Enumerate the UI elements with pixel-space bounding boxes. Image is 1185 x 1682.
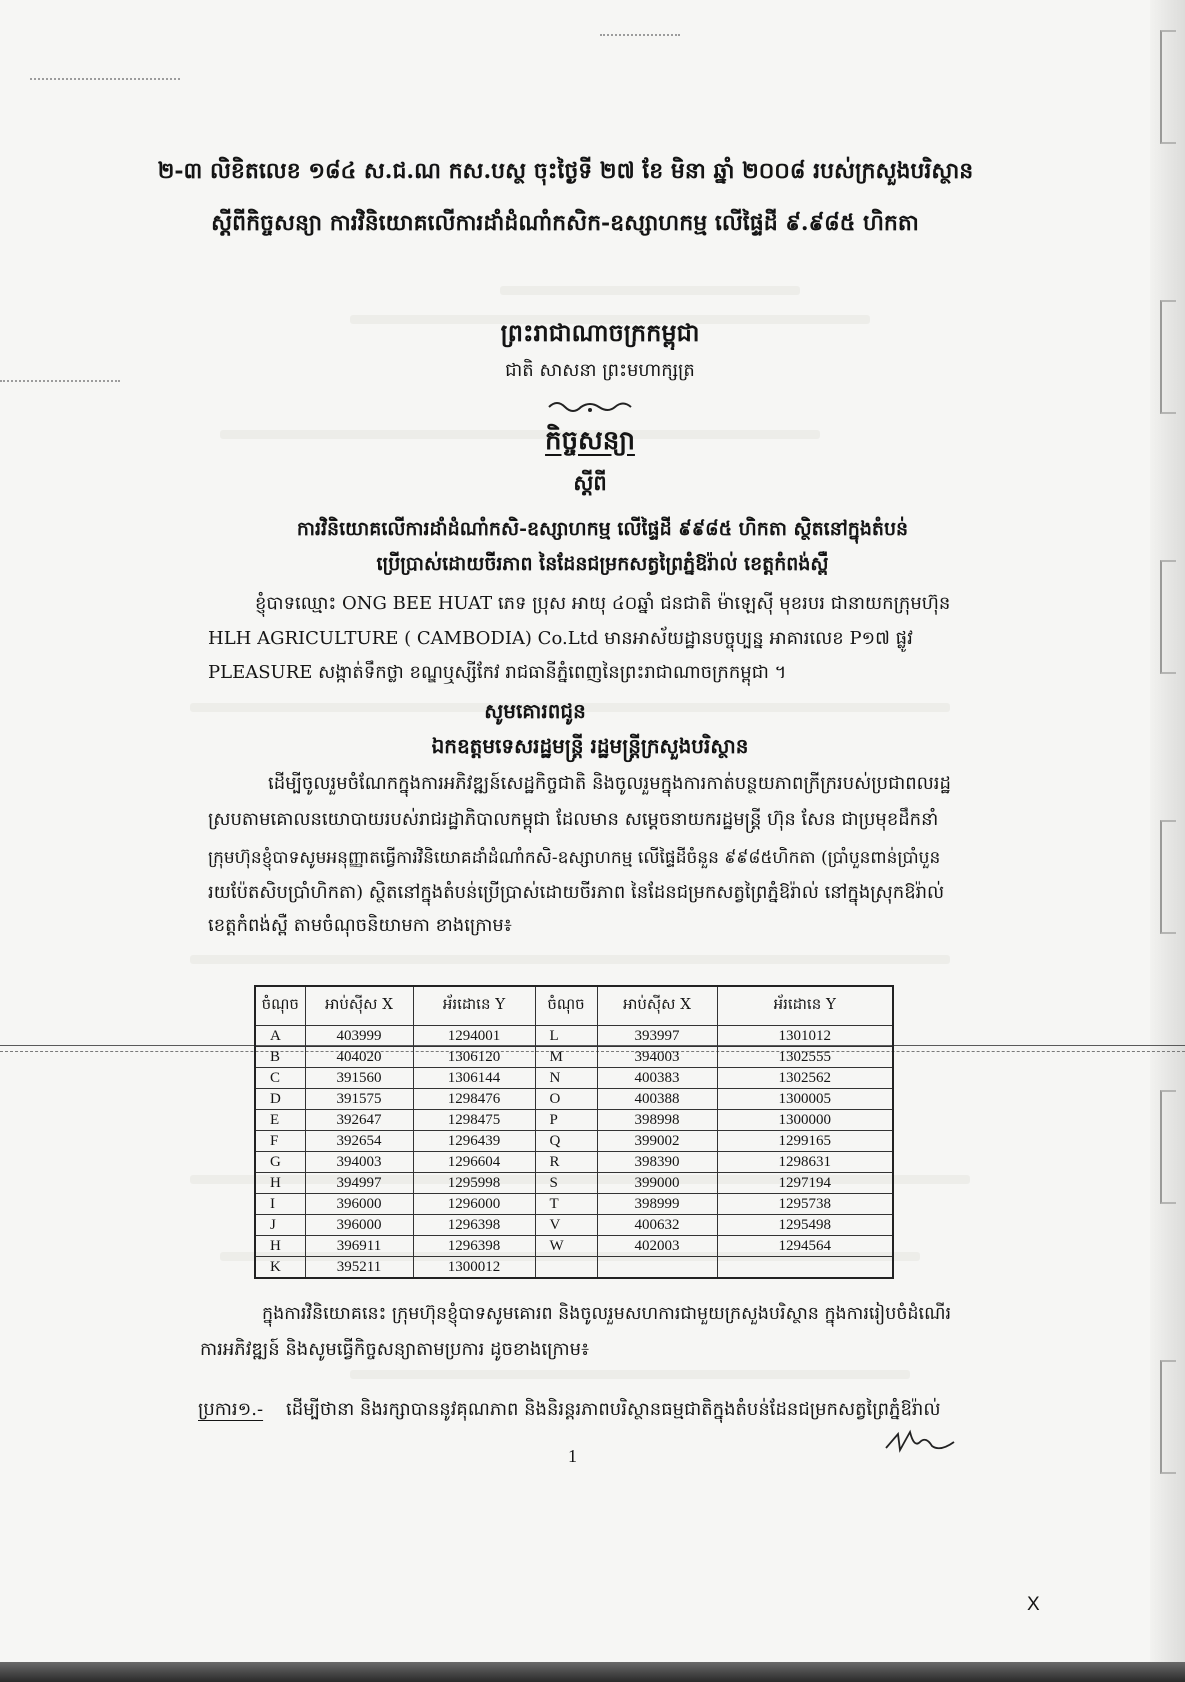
table-row [255, 1257, 893, 1279]
scanner-edge-mark [1160, 560, 1176, 674]
table-header-y: អ័រដោនេ Y [717, 986, 893, 1026]
table-cell-point: N [535, 1068, 597, 1089]
table-cell-coordinate: 398390 [597, 1152, 717, 1173]
table-cell-coordinate: 1301012 [717, 1026, 893, 1047]
table-cell-coordinate: 1300012 [413, 1257, 535, 1279]
table-cell-coordinate: 391560 [305, 1068, 413, 1089]
table-cell-coordinate: 404020 [305, 1047, 413, 1068]
table-cell-coordinate: 403999 [305, 1026, 413, 1047]
table-row [255, 1152, 893, 1173]
table-cell-coordinate: 399000 [597, 1173, 717, 1194]
table-cell-point: O [535, 1089, 597, 1110]
coordinates-table [254, 985, 894, 1279]
table-header-point: ចំណុច [255, 986, 305, 1026]
table-cell-point: H [255, 1236, 305, 1257]
table-row [255, 1047, 893, 1068]
table-cell-point: W [535, 1236, 597, 1257]
scan-speck-line [30, 78, 180, 80]
table-cell-point: D [255, 1089, 305, 1110]
scanner-edge-mark [1160, 30, 1176, 144]
table-cell-coordinate: 1296439 [413, 1131, 535, 1152]
table-cell-point: S [535, 1173, 597, 1194]
table-cell-point: K [255, 1257, 305, 1279]
subject-line: ស្តីពីកិច្ចសន្យា ការវិនិយោគលើការដាំដំណាំកសិក-ឧស្សាហកម្ម លើផ្ទៃដី ៩.៩៨៥ ហិកតា [211, 210, 919, 236]
table-cell-coordinate: 1306120 [413, 1047, 535, 1068]
table-cell-point: V [535, 1215, 597, 1236]
body-line: ស្របតាមគោលនយោបាយរបស់រាជរដ្ឋាភិបាលកម្ពុជា ដែលមាន សម្តេចនាយករដ្ឋមន្ត្រី ហ៊ុន សែន ជាប្រមុខដឹកនាំ [208, 809, 939, 830]
table-cell-coordinate: 1302562 [717, 1068, 893, 1089]
body-line: ក្រុមហ៊ុនខ្ញុំបាទសូមអនុញ្ញាតធ្វើការវិនិយោគដាំដំណាំកសិ-ឧស្សាហកម្ម លើផ្ទៃដីចំនួន ៩៩៨៥ហិកតា (ប្រាំបួនពាន់ប្រាំបួន [208, 848, 941, 868]
scanner-edge-mark [1160, 820, 1176, 934]
table-cell-coordinate: 396911 [305, 1236, 413, 1257]
salutation-greeting: សូមគោរពជូន [484, 699, 586, 723]
table-cell-coordinate: 394997 [305, 1173, 413, 1194]
table-header-y: អ័រដោនេ Y [413, 986, 535, 1026]
scanner-edge-mark [1160, 1360, 1176, 1474]
table-cell-coordinate: 402003 [597, 1236, 717, 1257]
table-cell-point: F [255, 1131, 305, 1152]
table-cell-coordinate: 1296604 [413, 1152, 535, 1173]
contract-about-label: ស្តីពី [573, 470, 607, 495]
table-cell-point: E [255, 1110, 305, 1131]
table-cell-coordinate: 1300005 [717, 1089, 893, 1110]
bleed-through-line [190, 955, 950, 964]
table-cell-coordinate: 1296000 [413, 1194, 535, 1215]
table-header-x: អាប់ស៊ីស X [305, 986, 413, 1026]
table-cell-coordinate: 400632 [597, 1215, 717, 1236]
table-cell-coordinate: 396000 [305, 1194, 413, 1215]
table-cell-point: T [535, 1194, 597, 1215]
contract-title: កិច្ចសន្យា [545, 426, 635, 456]
table-cell-coordinate: 395211 [305, 1257, 413, 1279]
corner-mark: X [1027, 1594, 1040, 1615]
table-cell-coordinate: 398998 [597, 1110, 717, 1131]
table-cell-point: A [255, 1026, 305, 1047]
table-cell-point: R [535, 1152, 597, 1173]
scanner-bottom-edge [0, 1662, 1185, 1682]
table-cell-coordinate: 399002 [597, 1131, 717, 1152]
table-cell-coordinate: 392654 [305, 1131, 413, 1152]
table-cell-point [535, 1257, 597, 1279]
table-cell-coordinate: 394003 [597, 1047, 717, 1068]
kingdom-heading: ព្រះរាជាណាចក្រកម្ពុជា [500, 318, 700, 347]
table-cell-coordinate: 396000 [305, 1215, 413, 1236]
table-header-point: ចំណុច [535, 986, 597, 1026]
intro-line: HLH AGRICULTURE ( CAMBODIA) Co.Ltd មានអាស័យដ្ឋានបច្ចុប្បន្ន អាគារលេខ P១៧ ផ្លូវ [208, 628, 913, 649]
table-cell-coordinate: 1298631 [717, 1152, 893, 1173]
table-cell-coordinate: 394003 [305, 1152, 413, 1173]
contract-subject-line: ការវិនិយោគលើការដាំដំណាំកសិ-ឧស្សាហកម្ម លើផ្ទៃដី ៩៩៨៥ ហិកតា ស្ថិតនៅក្នុងតំបន់ [296, 518, 909, 540]
ornament-divider-icon [545, 397, 635, 415]
table-row [255, 1089, 893, 1110]
table-row [255, 1236, 893, 1257]
table-row [255, 1026, 893, 1047]
national-motto: ជាតិ សាសនា ព្រះមហាក្សត្រ [505, 360, 695, 381]
table-cell-point: Q [535, 1131, 597, 1152]
table-cell-point: B [255, 1047, 305, 1068]
article-1-text: ដើម្បីថានា និងរក្សាបាននូវគុណភាព និងនិរន្តរភាពបរិស្ថានធម្មជាតិក្នុងតំបន់ដែនជម្រកសត្វព្រៃភ្នំឱរ៉ាល់ [286, 1399, 941, 1420]
table-row [255, 1215, 893, 1236]
bleed-through-line [350, 1370, 910, 1379]
closing-line: ការអភិវឌ្ឍន៍ និងសូមធ្វើកិច្ចសន្យាតាមប្រការ ដូចខាងក្រោម៖ [200, 1339, 590, 1360]
body-line: ខេត្តកំពង់ស្ពឺ តាមចំណុចនិយាមកា ខាងក្រោម៖ [208, 915, 512, 936]
table-cell-coordinate: 393997 [597, 1026, 717, 1047]
closing-line: ក្នុងការវិនិយោគនេះ ក្រុមហ៊ុនខ្ញុំបាទសូមគោរព និងចូលរួមសហការជាមួយក្រសួងបរិស្ថាន ក្នុងការរៀបចំដំណើរ [262, 1304, 952, 1324]
table-cell-coordinate: 1298475 [413, 1110, 535, 1131]
table-header-row [255, 986, 893, 1026]
table-cell-coordinate [597, 1257, 717, 1279]
table-cell-coordinate: 400388 [597, 1089, 717, 1110]
scan-speck-line [0, 380, 120, 382]
page-number: 1 [568, 1446, 577, 1466]
table-cell-coordinate: 1297194 [717, 1173, 893, 1194]
bleed-through-line [500, 286, 800, 295]
intro-line: PLEASURE សង្កាត់ទឹកថ្លា ខណ្ឌឬស្សីកែវ រាជធានីភ្នំពេញនៃព្រះរាជាណាចក្រកម្ពុជា ។ [208, 662, 787, 683]
scanner-edge-mark [1160, 1090, 1176, 1204]
table-cell-point: L [535, 1026, 597, 1047]
table-row [255, 1194, 893, 1215]
scan-speck-line [600, 34, 680, 36]
table-cell-coordinate: 1302555 [717, 1047, 893, 1068]
article-1-label: ប្រការ១.- [198, 1399, 264, 1420]
body-line: ដើម្បីចូលរួមចំណែកក្នុងការអភិវឌ្ឍន៍សេដ្ឋកិច្ចជាតិ និងចូលរួមក្នុងការកាត់បន្ថយភាពក្រីក្ររបស់ប្រជាពលរដ្ឋ [268, 773, 951, 794]
table-cell-point: C [255, 1068, 305, 1089]
intro-line: ខ្ញុំបាទឈ្មោះ ONG BEE HUAT ភេទ ប្រុស អាយុ ៤០ឆ្នាំ ជនជាតិ ម៉ាឡេស៊ី មុខរបរ ជានាយកក្រុមហ៊ុន [255, 593, 951, 614]
table-cell-coordinate: 391575 [305, 1089, 413, 1110]
table-cell-coordinate: 1295498 [717, 1215, 893, 1236]
table-row [255, 1131, 893, 1152]
table-cell-coordinate: 1296398 [413, 1236, 535, 1257]
table-cell-coordinate: 1295738 [717, 1194, 893, 1215]
table-cell-point: I [255, 1194, 305, 1215]
scanner-edge-mark [1160, 300, 1176, 414]
body-line: រយប៉ែតសិបប្រាំហិកតា) ស្ថិតនៅក្នុងតំបន់ប្រើប្រាស់ដោយចីរភាព នៃដែនជម្រកសត្វព្រៃភ្នំឱរ៉ាល់ នៅក្នុងស្រុកឱរ៉ាល់ [208, 882, 945, 903]
signature-mark [880, 1418, 960, 1458]
table-cell-coordinate: 1306144 [413, 1068, 535, 1089]
table-cell-coordinate: 1300000 [717, 1110, 893, 1131]
table-cell-point: J [255, 1215, 305, 1236]
table-cell-coordinate: 1296398 [413, 1215, 535, 1236]
reference-line: ២-៣ លិខិតលេខ ១៨៤ ស.ជ.ណ កស.បស្ថ ចុះថ្ងៃទី ២៧ ខែ មិនា ឆ្នាំ ២០០៨ របស់ក្រសួងបរិស្ថាន [157, 158, 974, 184]
table-cell-coordinate: 1299165 [717, 1131, 893, 1152]
table-cell-point: G [255, 1152, 305, 1173]
table-row [255, 1173, 893, 1194]
table-cell-coordinate [717, 1257, 893, 1279]
table-cell-point: H [255, 1173, 305, 1194]
table-cell-point: P [535, 1110, 597, 1131]
article-1 [198, 1393, 958, 1427]
table-cell-point: M [535, 1047, 597, 1068]
table-cell-coordinate: 1294564 [717, 1236, 893, 1257]
table-row [255, 1110, 893, 1131]
table-cell-coordinate: 398999 [597, 1194, 717, 1215]
table-cell-coordinate: 400383 [597, 1068, 717, 1089]
table-cell-coordinate: 392647 [305, 1110, 413, 1131]
table-cell-coordinate: 1295998 [413, 1173, 535, 1194]
contract-subject-line: ប្រើប្រាស់ដោយចីរភាព នៃដែនជម្រកសត្វព្រៃភ្នំឱរ៉ាល់ ខេត្តកំពង់ស្ពឺ [376, 553, 829, 575]
table-body [255, 1026, 893, 1279]
table-header-x: អាប់ស៊ីស X [597, 986, 717, 1026]
salutation-addressee: ឯកឧត្តមទេសរដ្ឋមន្ត្រី រដ្ឋមន្ត្រីក្រសួងបរិស្ថាន [431, 734, 749, 758]
table-cell-coordinate: 1294001 [413, 1026, 535, 1047]
table-cell-coordinate: 1298476 [413, 1089, 535, 1110]
table-row [255, 1068, 893, 1089]
